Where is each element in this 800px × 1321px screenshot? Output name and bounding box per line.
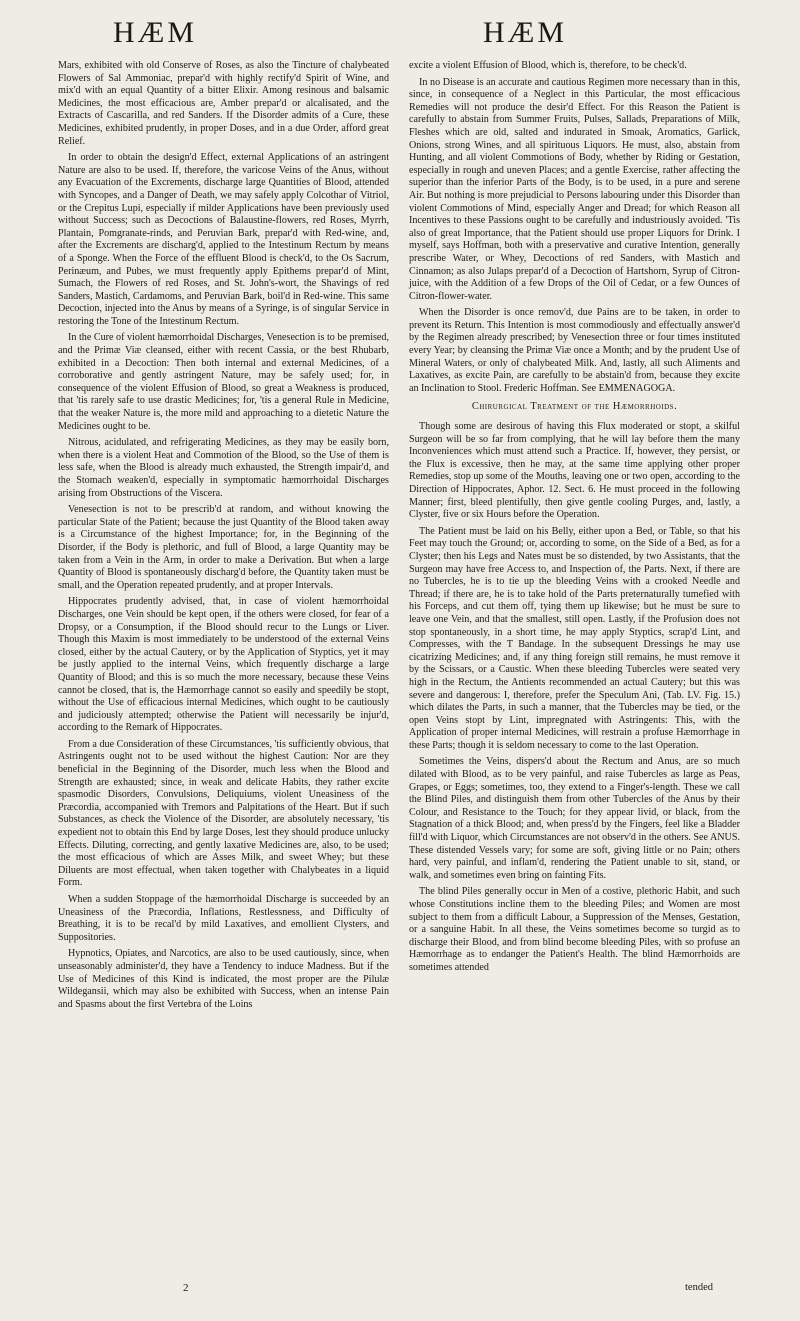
paragraph: When a sudden Stoppage of the hæmorrhoidal Discharge is succeeded by an Uneasiness of the Præcordia, Inflations, Restlessness, and Difficulty of Breathing, it is to be recal'd by mild Laxatives, and emollient Clysters, and Suppositories. — [58, 894, 389, 943]
running-headers — [58, 14, 740, 52]
paragraph: When the Disorder is once remov'd, due Pains are to be taken, in order to prevent its Return. This Intention is most commodiously and effectually answer'd by the Regimen already prescribed; by Venesection three or four times instituted every Year; by cleansing the Primæ Viæ once a Month; and by the prudent Use of Mineral Waters, or only of chalybeated Milk. And, lastly, all such Aliments and Laxatives, as excite Pain, are carefully to be abstain'd from, because they excite an Inclination to Stool. Frederic Hoffman. See EMMENAGOGA. — [409, 307, 740, 394]
paragraph: The blind Piles generally occur in Men of a costive, plethoric Habit, and such whose Constitutions incline them to the bleeding Piles; and Women are most subject to them from a difficult Labour, a Suppression of the Menses, Gestation, or a sanguine Habit. In all these, the Veins sometimes become so turgid as to discharge their Blood, and from blind become bleeding Piles, with so profuse an Hæmorrhage as to endanger the Patient's Health. The blind Hæmorrhoids are sometimes attended — [409, 886, 740, 973]
paragraph: From a due Consideration of these Circumstances, 'tis sufficiently obvious, that Astringents ought not to be used without the highest Caution: Nor are they beneficial in the Beginning of the Disorder, much less when the Blood and Strength are exhausted; since, in weak and delicate Habits, they rather excite spasmodic Disorders, Convulsions, Deliquiums, violent Uneasiness of the Præcordia, accompanied with Tremors and Palpitations of the Heart. But if such Substances, as check the Violence of the Disorder, are absolutely necessary, 'tis expedient not to obtain this End by large Doses, lest they should produce unlucky Effects. Diluting, correcting, and gently laxative Medicines are, also, to be used; the most efficacious of which are Asses Milk, and sweet Whey; but these Diluents are most effectual, when taken together with Chalybeates in a liquid Form. — [58, 738, 389, 889]
section-heading: Chirurgical Treatment of the Hæmorrhoids. — [471, 401, 678, 413]
paragraph: Nitrous, acidulated, and refrigerating Medicines, as they may be easily born, when there is a violent Heat and Commotion of the Blood, so the Use of them is less safe, when the Blood is already much exhausted, the Strength impair'd, and the Stomach weaken'd, especially in symptomatic hæmorrhoidal Discharges arising from Obstructions of the Viscera. — [58, 437, 389, 499]
paragraph: In no Disease is an accurate and cautious Regimen more necessary than in this, since, in consequence of a Neglect in this Particular, the most efficacious Remedies will not produce the desir'd Effect. For this Reason the Patient is carefully to abstain from Summer Fruits, Pulses, Sallads, Preparations of Milk, Fleshes which are old, salted and indurated in Smoak, Aromatics, Garlick, Onions, strong Wines, and all spirituous Liquors. He must, also, abstain from Hunting, and all violent Commotions of Body, whether by Riding or Gestation, especially in rough and uneven Places; and a gentle Exercise, rather affecting the superior than the inferior Parts of the Body, is to be used, in a pure and serene Air. But nothing is more prejudicial to Persons labouring under this Disorder than violent Commotions of Mind, especially Anger and Dread; for which Reason all Incentives to these Passions ought to be carefully and industriously avoided. 'Tis also of great Importance, that the Patient should use proper Liquors for Drink. I myself, says Hoffman, both with a preservative and curative Intention, generally prescribe Water, or Whey, Decoctions of red Sanders, with Mastich and Cinnamon; as also Julaps prepar'd of a Decoction of Hartshorn, Syrup of Citron-juice, with the Addition of a few Drops of the Oil of Cedar, or a few Ounces of Citron-flower-water. — [409, 76, 740, 302]
paragraph: In order to obtain the design'd Effect, external Applications of an astringent Nature are also to be used. If, therefore, the varicose Veins of the Anus, without any Evacuation of the Excrements, discharge large Quantities of Blood, attended with Syncopes, and a Danger of Death, we may safely apply Colcothar of Vitriol, or the Crepitus Lupi, especially if milder Applications have been previously used without Success; such as Decoctions of Balaustine-flowers, red Roses, Myrrh, Plantain, Pomgranate-rinds, and Peruvian Bark, prepar'd with Red-wine, and, after the Excrements are discharg'd, applied to the Intestinum Rectum by means of a Sponge. When the Force of the effluent Blood is check'd, to the Os Sacrum, Perinæum, and Pubes, we must frequently apply Epithems prepar'd of Mint, Sumach, the Flowers of red Roses, and St. John's-wort, the Shavings of red Sanders, Mastich, Cardamoms, and Peruvian Bark, boil'd in Red-wine. This same Decoction, injected into the Anus by means of a Syringe, is of singular Service in restoring the Tone of the Intestinum Rectum. — [58, 152, 389, 327]
catchword: tended — [685, 1282, 713, 1293]
paragraph: Sometimes the Veins, dispers'd about the Rectum and Anus, are so much dilated with Blood, as to be very painful, and raise Tubercles as large as Peas, Grapes, or Eggs; sometimes, too, they extend to a Finger's-length. These we call the Blind Piles, and distinguish them from other Tubercles of the Anus by their Colour, and Resistance to the Touch; for they appear livid, or black, from the Stagnation of a thick Blood; and, when press'd by the Fingers, feel like a Bladder fill'd with Liquor, which Circumstances are not observ'd in the others. See ANUS. These distended Vessels vary; for some are soft, giving little or no Pain; others hard, very painful, and inflam'd, rendering the Patient unable to sit, stand, or walk, and sometimes even bring on fainting Fits. — [409, 756, 740, 881]
paragraph: Mars, exhibited with old Conserve of Roses, as also the Tincture of chalybeated Flowers of Sal Ammoniac, prepar'd with highly rectify'd Spirit of Wine, and mix'd with an equal Quantity of a bitter Elixir. Among resinous and balsamic Medicines, the most efficacious are, Amber prepar'd or alcalisated, and the Extracts of Cascarilla, and red Sanders. If the Disorder admits of a Cure, these Medicines, exhibited prudently, in proper Doses, and in a due Order, afford great Relief. — [58, 60, 389, 147]
paragraph: Venesection is not to be prescrib'd at random, and without knowing the particular State of the Patient; because the just Quantity of the Blood taken away is a Circumstance of the highest Importance; for, in the Beginning of the Disorder, if the Body is plethoric, and full of Blood, a large Quantity may be taken from a Vein in the Arm, in order to make a Derivation. But when a large Quantity of Blood is spontaneously discharg'd before, the Quantity taken must be small, and the Operation repeated prudently, and at proper Intervals. — [58, 504, 389, 591]
running-head-left: HÆM — [113, 16, 198, 49]
page-number: 2 — [183, 1282, 189, 1294]
text-columns — [58, 60, 740, 1015]
paragraph: Hippocrates prudently advised, that, in case of violent hæmorrhoidal Discharges, one Vein should be kept open, if the others were closed, for fear of a Dropsy, or a Consumption, if the Blood should recur to the Lungs or Liver. Though this Maxim is most immediately to be understood of the external Veins closed, either by the actual Cautery, or by the Application of Styptics, yet it may be justly applied to the internal Veins, which frequently discharge a large Quantity of Blood; and this is so much the more necessary, because these Veins cannot be closed, that is, the Hæmorrhage cannot so easily and speedily be stopt, without the Use of efficacious internal Medicines, which ought to be cautiously and judiciously attempted; otherwise the Patient will necessarily be injur'd, according to the Remark of Hippocrates. — [58, 596, 389, 734]
paragraph: Hypnotics, Opiates, and Narcotics, are also to be used cautiously, since, when unseasonably administer'd, they have a Tendency to induce Madness. But if the Use of Medicines of this Kind is indicated, the most proper are the Pilulæ Wildegansii, which may also be exhibited with Success, when an intense Pain and Spasms about the first Vertebra of the Loins — [58, 948, 389, 1010]
paragraph: excite a violent Effusion of Blood, which is, therefore, to be check'd. — [409, 60, 687, 71]
paragraph: The Patient must be laid on his Belly, either upon a Bed, or Table, so that his Feet may touch the Ground; or, according to some, on the Side of a Bed, as for a Clyster; then his Legs and Nates must be so distended, by two Assistants, that the Surgeon may have free Access to, and Inspection of, the Parts. Next, if there are no Tubercles, he is to tie up the bleeding Veins with a crooked Needle and Thread; if there are, he is to take hold of the Parts preternaturally tumefied with his Forceps, and cut them off, tying them up likewise; but he must be sure to leave one Vein, and that the smallest, still open. Lastly, if the Profusion does not stop spontaneously, in a short time, he may apply Styptics, scrap'd Lint, and Compresses, with the T Bandage. In the subsequent Dressings he may use cicatrizing Medicines; and, if any thing foreign still remains, he must remove it by the Scissars, or a Caustic. When these bleeding Tubercles were seated very high in the Rectum, the Antients recommended an actual Cautery; but this was severe and dangerous: I, therefore, prefer the Speculum Ani, (Tab. LV. Fig. 15.) which dilates the Parts, in such a manner, that the Tubercles may be tied, or the open Veins stopt by Lint, impregnated with Astringents: This, with the Application of proper internal Medicines, will restrain a profuse Hæmorrhage in these Parts; though it is seldom necessary to come to the last Operation. — [409, 525, 740, 751]
left-column — [58, 60, 389, 1015]
paragraph: In the Cure of violent hæmorrhoidal Discharges, Venesection is to be premised, and the Primæ Viæ cleansed, either with recent Cassia, or the best Rhubarb, exhibited in a Decoction: Then both internal and external Medicines, of a corroborative and gently astringent Nature, may be safely used; for, in consequence of the violent Effusion of Blood, so great a Weakness is produced, that 'tis rarely safe to use drastic Medicines; for, 'tis a general Rule in Medicine, that the weaker Nature is, the more mild and approaching to a dietetic Nature the Medicines ought to be. — [58, 332, 389, 432]
right-column — [409, 60, 740, 1015]
paragraph: Though some are desirous of having this Flux moderated or stopt, a skilful Surgeon will be so far from complying, that he will lay before them the many Inconveniences which must attend such a Practice. If, however, they persist, or the Flux is excessive, then he may, at the same time applying other proper Remedies, stop up some of the Mouths, leaving one or two open, according to the Direction of Hippocrates, Aphor. 12. Sect. 6. He must proceed in the following Manner; first, bleed plentifully, then give gentle cooling Purges, and, lastly, a Clyster, five or six Hours before the Operation. — [409, 421, 740, 521]
running-head-right: HÆM — [483, 16, 568, 49]
